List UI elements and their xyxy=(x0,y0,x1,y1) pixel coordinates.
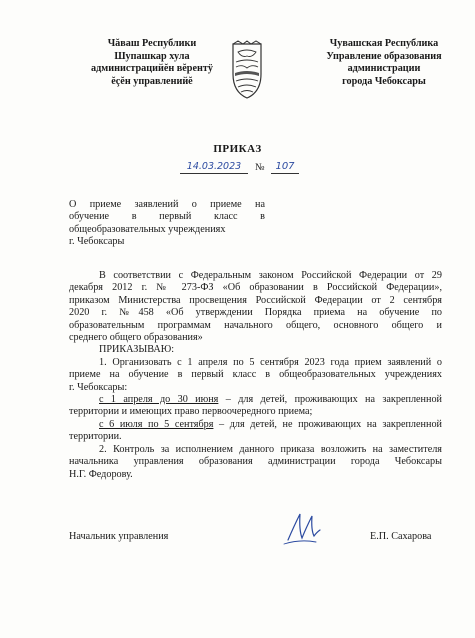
document-number: 107 xyxy=(271,160,299,174)
preamble-line: декабря 2012 г. № 273-ФЗ «Об образовании в Российской Федерации», xyxy=(69,282,442,294)
document-body xyxy=(69,270,442,481)
bullet2-text: – для детей, не проживающих на закрепленной xyxy=(213,418,442,430)
bullet2-period: с 6 июля по 5 сентября xyxy=(99,418,214,430)
header-right-line: Управление образования xyxy=(326,50,442,62)
coat-of-arms-icon xyxy=(230,40,264,100)
item1-line: приеме на обучение в первый класс в общеобразовательных учреждениях xyxy=(69,369,442,381)
header-right-line: Чувашская Республика xyxy=(329,38,439,49)
bullet2-line xyxy=(69,419,442,431)
bullet1-line2: территории и имеющих право первоочередного приема; xyxy=(69,406,313,418)
header-left-line: Шупашкар хула xyxy=(114,50,190,62)
header-left-line: ĕçĕн управленийĕ xyxy=(111,75,193,87)
signatory-position: Начальник управления xyxy=(69,531,169,542)
item1-line: г. Чебоксары: xyxy=(69,381,128,393)
bullet1-text: – для детей, проживающих на закрепленной xyxy=(218,394,442,406)
bullet2-line2: территории. xyxy=(69,431,122,443)
item1-line: 1. Организовать с 1 апреля по 5 сентября 2023 года прием заявлений о xyxy=(99,356,442,368)
item2-line: Н.Г. Федорову. xyxy=(69,468,133,480)
order-word: ПРИКАЗЫВАЮ: xyxy=(99,344,175,356)
header-left-line: Чăваш Республики xyxy=(107,38,197,49)
signatory-name: Е.П. Сахарова xyxy=(370,531,432,542)
preamble-line: образовательным программам начального общего, основного общего и xyxy=(69,319,442,331)
header-right-line: города Чебоксары xyxy=(342,75,426,87)
handwritten-signature-icon xyxy=(282,506,322,548)
header-chuvash-name xyxy=(72,38,232,88)
item2-line: начальника управления образования администрации города Чебоксары xyxy=(69,456,442,468)
date-number-line xyxy=(180,160,300,176)
number-sign: № xyxy=(255,162,265,173)
subject-line: общеобразовательных учреждениях xyxy=(69,223,226,235)
document-title: ПРИКАЗ xyxy=(213,143,262,155)
item2-line: 2. Контроль за исполнением данного приказа возложить на заместителя xyxy=(99,443,442,455)
header-russian-name xyxy=(300,38,468,88)
subject-line: г. Чебоксары xyxy=(69,236,125,248)
document-date: 14.03.2023 xyxy=(180,160,248,174)
preamble-line: В соответствии с Федеральным законом Российской Федерации от 29 xyxy=(99,270,442,281)
preamble-line: 2020 г. №458 «Об утверждении Порядка приема на обучение по xyxy=(69,307,442,319)
subject-line: О приеме заявлений о приеме на xyxy=(69,199,265,210)
document-subject xyxy=(69,199,265,249)
preamble-line: приказом Министерства просвещения Российской Федерации от 2 сентября xyxy=(69,294,442,306)
header-right-line: администрации xyxy=(347,63,421,75)
bullet1-line xyxy=(69,394,442,406)
preamble-line: среднего общего образования» xyxy=(69,332,203,344)
bullet1-period: с 1 апреля до 30 июня xyxy=(99,394,219,406)
subject-line: обучение в первый класс в xyxy=(69,211,265,223)
header-left-line: администрацийĕн вĕрентÿ xyxy=(91,63,213,75)
